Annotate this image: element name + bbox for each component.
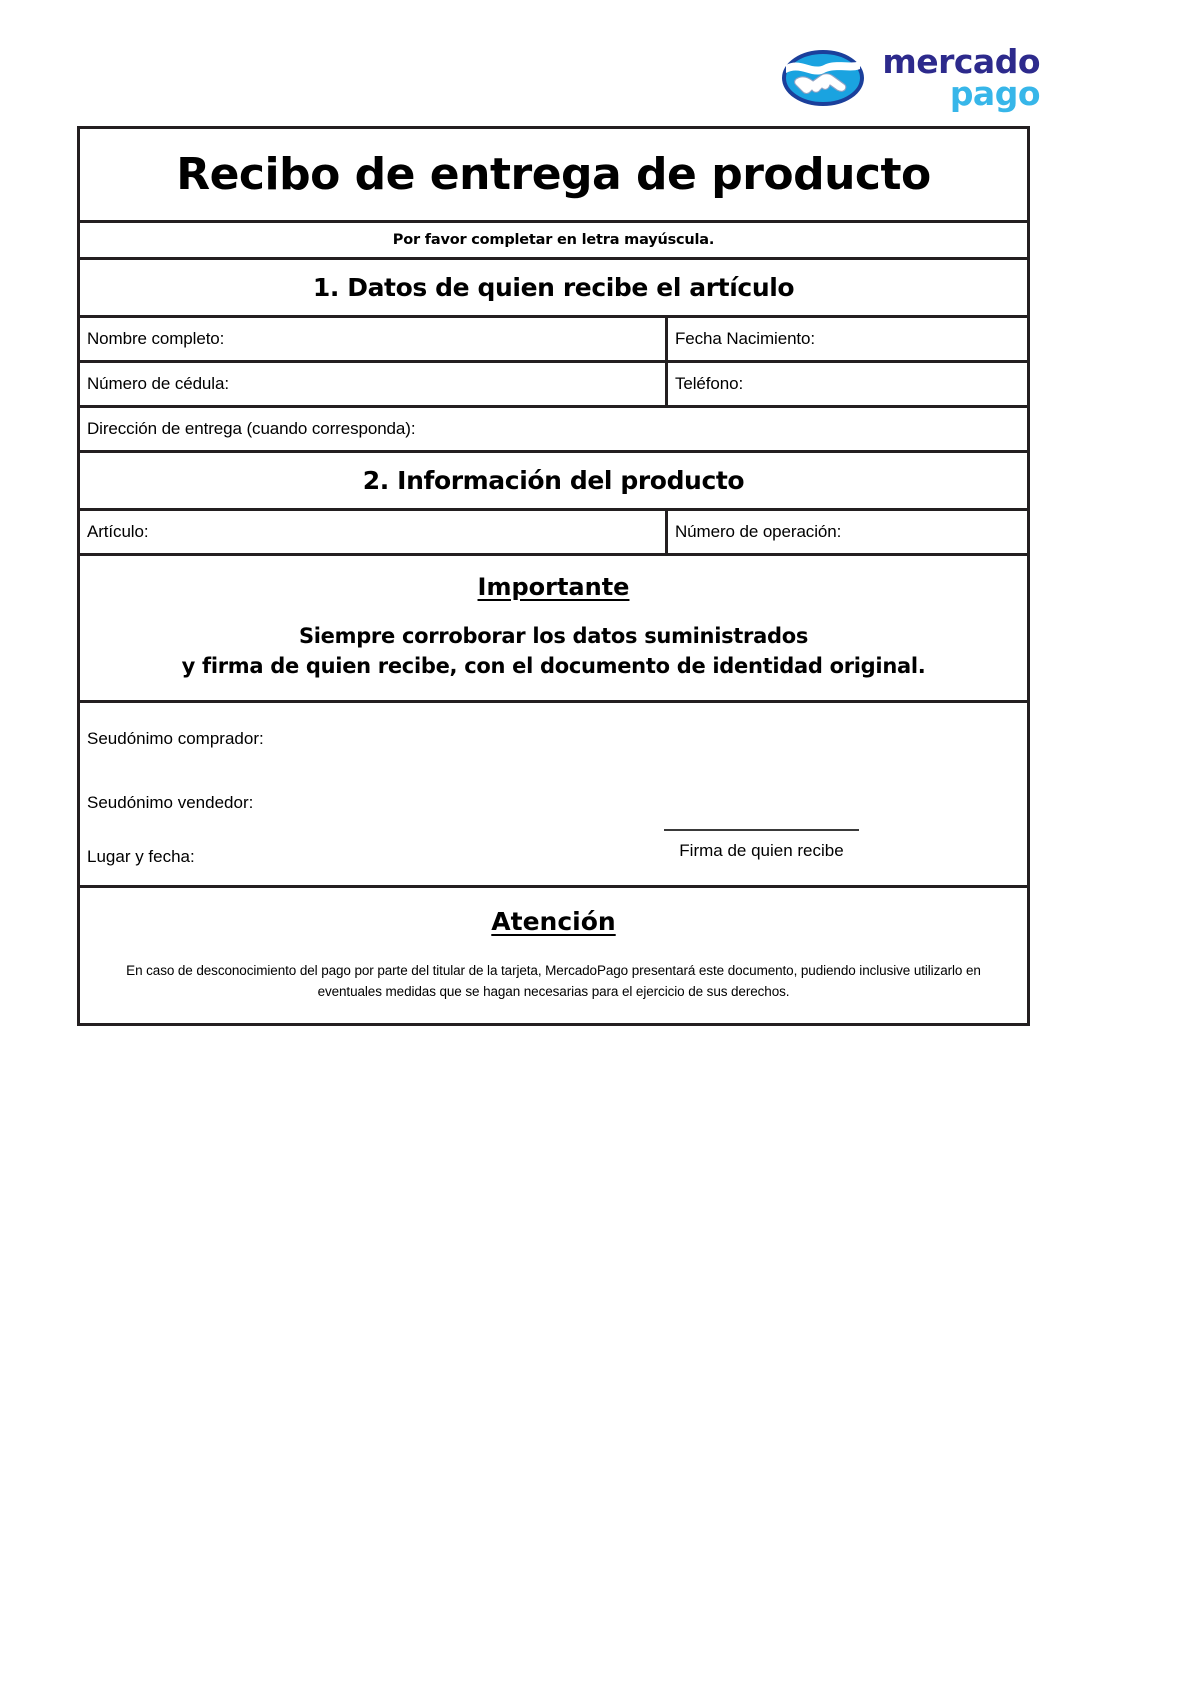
subtitle-row xyxy=(80,223,1027,260)
signature-caption: Firma de quien recibe xyxy=(679,840,844,860)
field-cell-item[interactable] xyxy=(80,511,668,553)
title-row xyxy=(80,129,1027,223)
handshake-icon xyxy=(782,49,864,107)
field-cell-birthdate[interactable] xyxy=(668,318,1027,360)
signature-block xyxy=(80,703,1027,888)
signature-line-group xyxy=(664,829,859,861)
important-notice-block xyxy=(80,556,1027,703)
important-heading: Importante xyxy=(477,573,630,601)
field-row-name-birthdate xyxy=(80,318,1027,363)
logo-text-mercado: mercado xyxy=(882,42,1040,81)
field-cell-phone[interactable] xyxy=(668,363,1027,405)
label-seudonimo-vendedor: Seudónimo vendedor: xyxy=(87,792,254,812)
section1-title: 1. Datos de quien recibe el artículo xyxy=(312,273,795,302)
section2-title: 2. Información del producto xyxy=(362,466,745,495)
section1-header xyxy=(80,260,1027,318)
field-row-item-operation xyxy=(80,511,1027,556)
label-direccion-entrega: Dirección de entrega (cuando corresponda): xyxy=(87,419,416,438)
label-articulo: Artículo: xyxy=(87,522,149,541)
attention-block xyxy=(80,888,1027,1023)
label-seudonimo-comprador: Seudónimo comprador: xyxy=(87,728,264,748)
receipt-document xyxy=(77,126,1030,1026)
field-cell-id-number[interactable] xyxy=(80,363,668,405)
signature-line[interactable] xyxy=(664,829,859,831)
field-cell-delivery-address[interactable] xyxy=(80,408,1027,450)
field-cell-operation-number[interactable] xyxy=(668,511,1027,553)
label-lugar-y-fecha: Lugar y fecha: xyxy=(87,846,195,866)
field-row-delivery-address xyxy=(80,408,1027,453)
label-numero-cedula: Número de cédula: xyxy=(87,374,229,393)
label-numero-operacion: Número de operación: xyxy=(675,522,842,541)
attention-text: En caso de desconocimiento del pago por parte del titular de la tarjeta, MercadoPago presentará este documento, pudiendo inclusive utilizarlo en eventuales medidas que se hagan necesarias para el ejercicio de sus derechos. xyxy=(126,962,981,999)
section2-header xyxy=(80,453,1027,511)
important-line-2: y firma de quien recibe, con el documento de identidad original. xyxy=(181,654,926,679)
important-line-1: Siempre corroborar los datos suministrados xyxy=(298,624,809,648)
instruction-text: Por favor completar en letra mayúscula. xyxy=(392,232,715,248)
mercadopago-logo xyxy=(782,42,1040,113)
field-cell-full-name[interactable] xyxy=(80,318,668,360)
attention-heading: Atención xyxy=(491,906,616,936)
field-row-id-phone xyxy=(80,363,1027,408)
label-fecha-nacimiento: Fecha Nacimiento: xyxy=(675,329,816,348)
label-telefono: Teléfono: xyxy=(675,374,744,393)
logo-text-pago: pago xyxy=(949,73,1040,113)
label-nombre-completo: Nombre completo: xyxy=(87,329,225,348)
page-title: Recibo de entrega de producto xyxy=(176,149,931,200)
